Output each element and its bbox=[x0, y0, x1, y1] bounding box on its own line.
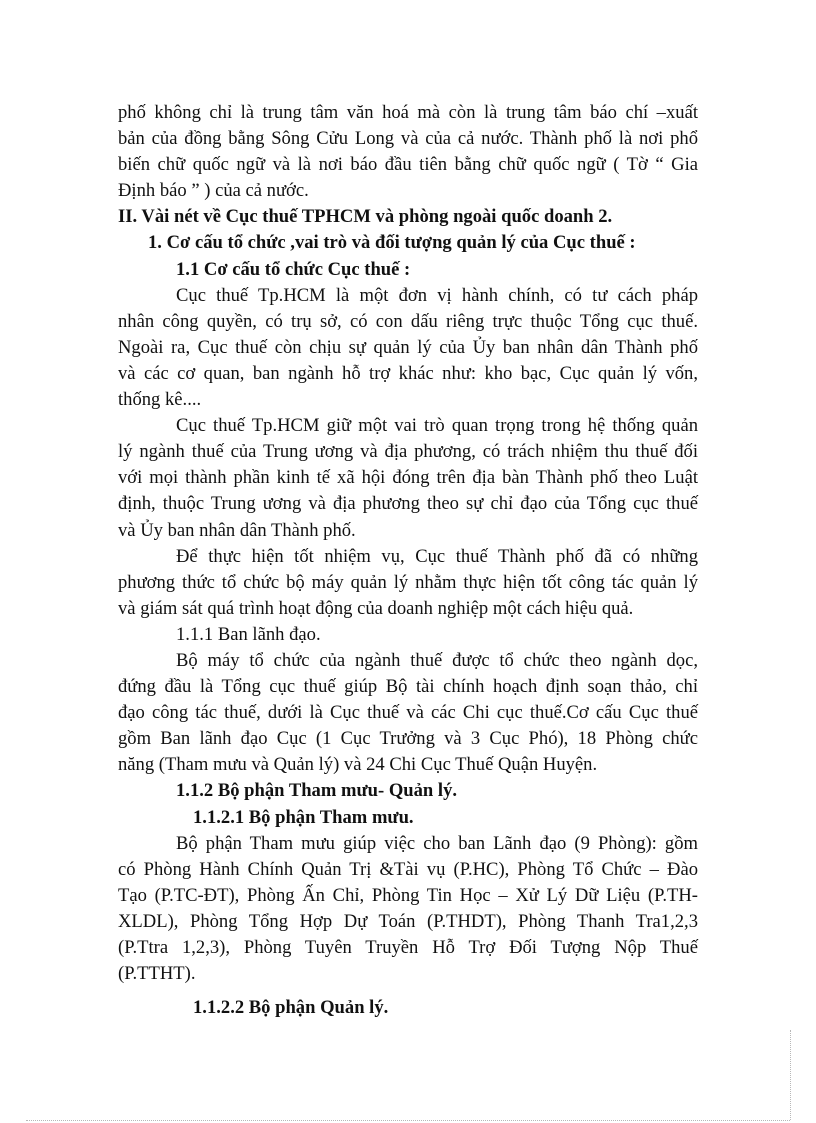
text-line: bản của đồng bằng Sông Cửu Long và của cả nước. Thành phố là nơi phổ bbox=[118, 128, 698, 150]
text-line: Tạo (P.TC-ĐT), Phòng Ấn Chỉ, Phòng Tin Học – Xử Lý Dữ Liệu (P.TH- bbox=[118, 884, 698, 906]
section-heading-ii bbox=[118, 204, 698, 230]
text-line: và giám sát quá trình hoạt động của doanh nghiệp một cách hiệu quả. bbox=[118, 597, 634, 619]
text-line: năng (Tham mưu và Quản lý) và 24 Chi Cục Thuế Quận Huyện. bbox=[118, 754, 598, 776]
text-line: Bộ máy tổ chức của ngành thuế được tổ chức theo ngành dọc, bbox=[176, 649, 698, 671]
heading-1-1-2-2 bbox=[118, 995, 698, 1021]
text-line: XLDL), Phòng Tổng Hợp Dự Toán (P.THDT), Phòng Thanh Tra1,2,3 bbox=[118, 910, 698, 932]
text-line: phố không chỉ là trung tâm văn hoá mà còn là trung tâm báo chí –xuất bbox=[118, 102, 698, 123]
text-line: Ngoài ra, Cục thuế còn chịu sự quản lý của Ủy ban nhân dân Thành phố bbox=[118, 336, 698, 358]
page-bottom-border bbox=[26, 1120, 790, 1121]
heading-text: 1.1.2.2 Bộ phận Quản lý. bbox=[193, 997, 389, 1019]
heading-1-1 bbox=[118, 257, 698, 283]
paragraph-leadership bbox=[118, 648, 698, 778]
text-line: Bộ phận Tham mưu giúp việc cho ban Lãnh đạo (9 Phòng): gồm bbox=[176, 832, 698, 854]
text-line: với mọi thành phần kinh tế xã hội đóng trên địa bàn Thành phố theo Luật bbox=[118, 467, 698, 489]
paragraph-advisory bbox=[118, 831, 698, 988]
page-right-border bbox=[790, 1030, 791, 1120]
page-text bbox=[118, 100, 698, 1021]
text-line: nhân công quyền, có trụ sở, có con dấu riêng trực thuộc Tổng cục thuế. bbox=[118, 310, 698, 332]
heading-text: 1.1.2.1 Bộ phận Tham mưu. bbox=[193, 806, 414, 828]
heading-1-1-2 bbox=[118, 778, 698, 804]
text-line: đạo công tác thuế, dưới là Cục thuế và các Chi cục thuế.Cơ cấu Cục thuế bbox=[118, 702, 698, 724]
intro-paragraph bbox=[118, 100, 698, 204]
text-line: Định báo ” ) của cả nước. bbox=[118, 180, 309, 202]
text-line: và các cơ quan, ban ngành hỗ trợ khác như: kho bạc, Cục quản lý vốn, bbox=[118, 362, 698, 384]
text-line: và Ủy ban nhân dân Thành phố. bbox=[118, 519, 356, 541]
text-line: (P.Ttra 1,2,3), Phòng Tuyên Truyền Hỗ Trợ Đối Tượng Nộp Thuế bbox=[118, 937, 698, 958]
heading-1-1-1 bbox=[118, 622, 698, 648]
heading-text: 1.1.1 Ban lãnh đạo. bbox=[176, 623, 321, 645]
heading-text: 1.1.2 Bộ phận Tham mưu- Quản lý. bbox=[176, 780, 458, 802]
text-line: Để thực hiện tốt nhiệm vụ, Cục thuế Thành phố đã có những bbox=[176, 545, 698, 567]
text-line: lý ngành thuế của Trung ương và địa phương, có trách nhiệm thu thuế đối bbox=[118, 441, 698, 463]
text-line: gồm Ban lãnh đạo Cục (1 Cục Trưởng và 3 Cục Phó), 18 Phòng chức bbox=[118, 728, 698, 750]
heading-text: 1.1 Cơ cấu tổ chức Cục thuế : bbox=[176, 258, 411, 280]
text-line: đứng đầu là Tổng cục thuế giúp Bộ tài chính hoạch định soạn thảo, chỉ bbox=[118, 676, 698, 698]
text-line: (P.TTHT). bbox=[118, 963, 196, 985]
heading-1 bbox=[118, 230, 698, 256]
heading-text: 1. Cơ cấu tổ chức ,vai trò và đối tượng quản lý của Cục thuế : bbox=[148, 232, 636, 254]
text-line: Cục thuế Tp.HCM là một đơn vị hành chính, có tư cách pháp bbox=[176, 284, 698, 306]
text-line: biến chữ quốc ngữ và là nơi báo đầu tiên bằng chữ quốc ngữ ( Tờ “ Gia bbox=[118, 154, 698, 176]
text-line: Cục thuế Tp.HCM giữ một vai trò quan trọng trong hệ thống quản bbox=[176, 415, 698, 437]
heading-1-1-2-1 bbox=[118, 805, 698, 831]
text-line: định, thuộc Trung ương và địa phương theo sự chỉ đạo của Tổng cục thuế bbox=[118, 493, 698, 515]
text-line: thống kê.... bbox=[118, 389, 202, 411]
paragraph-legal-status bbox=[118, 283, 698, 413]
text-line: phương thức tổ chức bộ máy quản lý nhằm thực hiện tốt công tác quản lý bbox=[118, 571, 698, 593]
text-line: có Phòng Hành Chính Quản Trị &Tài vụ (P.HC), Phòng Tổ Chức – Đào bbox=[118, 858, 698, 880]
paragraph-role bbox=[118, 413, 698, 543]
heading-text: II. Vài nét về Cục thuế TPHCM và phòng ngoài quốc doanh 2. bbox=[118, 206, 613, 228]
paragraph-mission bbox=[118, 544, 698, 622]
